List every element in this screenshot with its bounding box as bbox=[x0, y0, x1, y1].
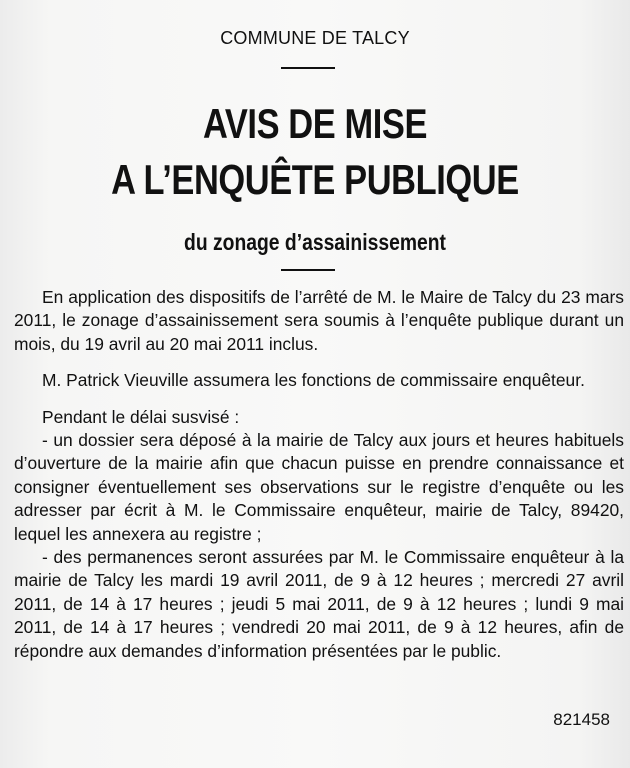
commune-heading: COMMUNE DE TALCY bbox=[220, 28, 410, 48]
top-divider bbox=[281, 67, 335, 69]
title-line-1: AVIS DE MISE bbox=[202, 100, 428, 147]
paragraph-arrangements bbox=[14, 406, 624, 663]
arrangement-permanences: - des permanences seront assurées par M. le Commissaire enquêteur à la mairie de Talcy les mardi 19 avril 2011, de 9 à 12 heures ; mercredi 27 avril 2011, de 14 à 17 heures ; jeudi 5 mai 2011, de 9 à 12 heures ; lundi 9 mai 2011, de 14 à 17 heures ; vendredi 20 mai 2011, de 9 à 12 heures, afin de répondre aux demandes d’information présentées par le public. bbox=[14, 547, 624, 661]
reference-number: 821458 bbox=[553, 710, 610, 729]
arrangement-dossier: - un dossier sera déposé à la mairie de Talcy aux jours et heures habituels d’ouverture de la mairie afin que chacun puisse en prendre connaissance et consigner éventuellement ses observations sur le registre d’enquête ou les adresser par écrit à M. le Commissaire enquêteur, mairie de Talcy, 89420, lequel les annexera au registre ; bbox=[14, 430, 624, 544]
title-line-2: A L’ENQUÊTE PUBLIQUE bbox=[111, 156, 519, 203]
notice-subtitle: du zonage d’assainissement bbox=[184, 229, 446, 255]
arrangements-lead: Pendant le délai susvisé : bbox=[42, 406, 240, 427]
bottom-divider bbox=[281, 269, 335, 271]
notice-title bbox=[57, 96, 574, 208]
notice-body bbox=[14, 286, 624, 663]
paragraph-application: En application des dispositifs de l’arrêté de M. le Maire de Talcy du 23 mars 2011, le zonage d’assainissement sera soumis à l’enquête publique durant un mois, du 19 avril au 20 mai 2011 inclus. bbox=[14, 287, 624, 354]
paragraph-commissioner: M. Patrick Vieuville assumera les fonctions de commissaire enquêteur. bbox=[42, 370, 585, 391]
